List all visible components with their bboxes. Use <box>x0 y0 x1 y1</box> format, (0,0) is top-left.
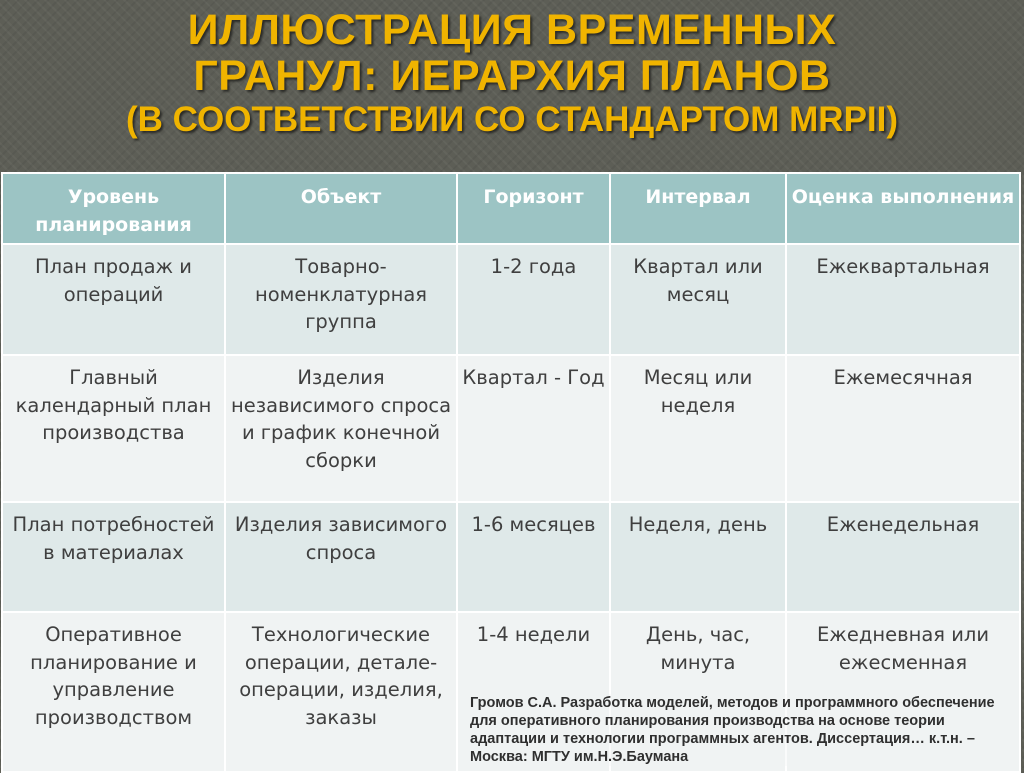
cell-horizon: Квартал - Год <box>457 355 610 502</box>
cell-horizon: 1-4 недели <box>457 612 610 772</box>
cell-object: Технологические операции, детале-операции, изделия, заказы <box>225 612 457 772</box>
table-header-row <box>2 173 1020 244</box>
cell-evaluation: Ежеквартальная <box>786 244 1020 355</box>
table-row <box>2 355 1020 502</box>
title-line-1: ИЛЛЮСТРАЦИЯ ВРЕМЕННЫХ <box>187 6 837 54</box>
cell-planning-level: Оперативное планирование и управление производством <box>2 612 225 772</box>
header-evaluation: Оценка выполнения <box>786 173 1020 244</box>
cell-evaluation: Еженедельная <box>786 502 1020 612</box>
cell-interval: Месяц или неделя <box>610 355 786 502</box>
slide-title <box>0 8 1024 138</box>
cell-evaluation: Ежемесячная <box>786 355 1020 502</box>
title-line-2: ГРАНУЛ: ИЕРАРХИЯ ПЛАНОВ <box>193 51 831 100</box>
cell-object: Изделия независимого спроса и график конечной сборки <box>225 355 457 502</box>
header-interval: Интервал <box>610 173 786 244</box>
cell-object: Изделия зависимого спроса <box>225 502 457 612</box>
cell-horizon: 1-6 месяцев <box>457 502 610 612</box>
cell-interval: Квартал или месяц <box>610 244 786 355</box>
citation-note: Громов С.А. Разработка моделей, методов и программного обеспечение для оперативного планирования производства на основе теории адаптации и технологии программных агентов. Диссертация… к.т.н. – Москва: МГТУ им.Н.Э.Баумана <box>470 694 1010 766</box>
title-line-3: (В СООТВЕТСТВИИ СО СТАНДАРТОМ MRPII) <box>125 100 899 140</box>
table-row <box>2 244 1020 355</box>
cell-planning-level: План потребностей в материалах <box>2 502 225 612</box>
cell-planning-level: Главный календарный план производства <box>2 355 225 502</box>
header-object: Объект <box>225 173 457 244</box>
cell-evaluation: Ежедневная или ежесменная <box>786 612 1020 772</box>
cell-interval: Неделя, день <box>610 502 786 612</box>
table-row <box>2 502 1020 612</box>
header-horizon: Горизонт <box>457 173 610 244</box>
header-planning-level: Уровень планирования <box>2 173 225 244</box>
plans-hierarchy-table <box>1 172 1021 773</box>
cell-interval: День, час, минута <box>610 612 786 772</box>
cell-horizon: 1-2 года <box>457 244 610 355</box>
cell-object: Товарно-номенклатурная группа <box>225 244 457 355</box>
cell-planning-level: План продаж и операций <box>2 244 225 355</box>
